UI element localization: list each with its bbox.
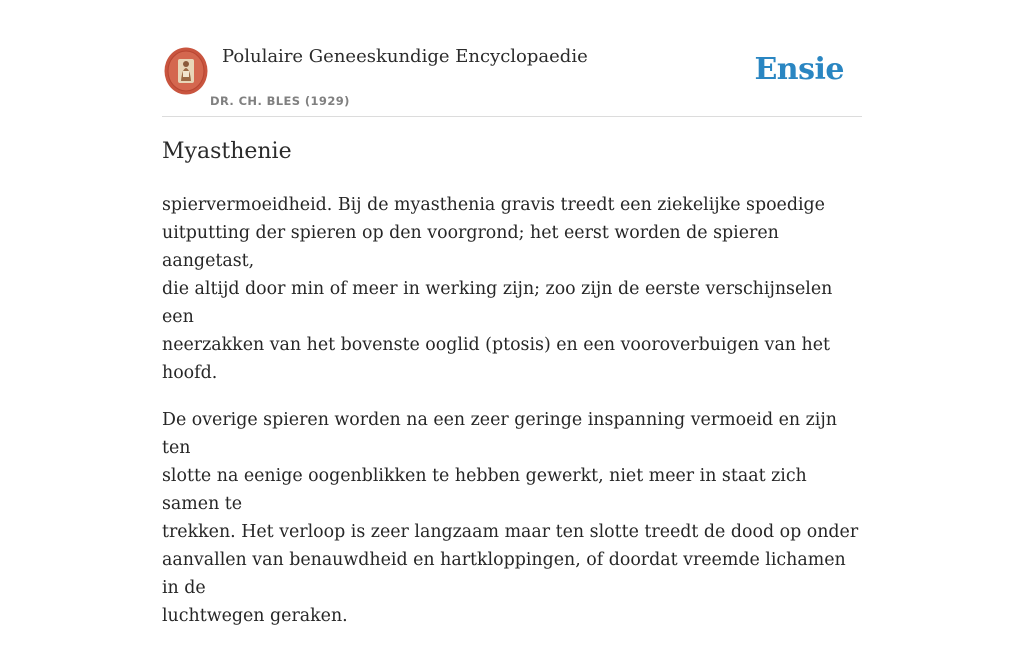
brand-logo[interactable]: Ensie	[754, 52, 844, 87]
book-author: DR. CH. BLES (1929)	[210, 94, 350, 108]
header	[162, 42, 862, 117]
article-body	[162, 191, 867, 649]
article-title: Myasthenie	[162, 139, 292, 164]
book-cover-icon[interactable]	[164, 47, 208, 95]
book-title[interactable]: Polulaire Geneeskundige Encyclopaedie	[222, 46, 588, 67]
article-paragraph-1: spiervermoeidheid. Bij de myasthenia gravis treedt een ziekelijke spoedige uitputting der spieren op den voorgrond; het eerst worden de spieren aangetast, die altijd door min of meer in werking zijn; zoo zijn de eerste verschijnselen een neerzakken van het bovenste ooglid (ptosis) en een vooroverbuigen van het hoofd.	[162, 195, 833, 383]
article-paragraph-2: De overige spieren worden na een zeer geringe inspanning vermoeid en zijn ten slotte na eenige oogenblikken te hebben gewerkt, niet meer in staat zich samen te trekken. Het verloop is zeer langzaam maar ten slotte treedt de dood op onder aanvallen van benauwdheid en hartkloppingen, of doordat vreemde lichamen in de luchtwegen geraken.	[162, 410, 859, 626]
